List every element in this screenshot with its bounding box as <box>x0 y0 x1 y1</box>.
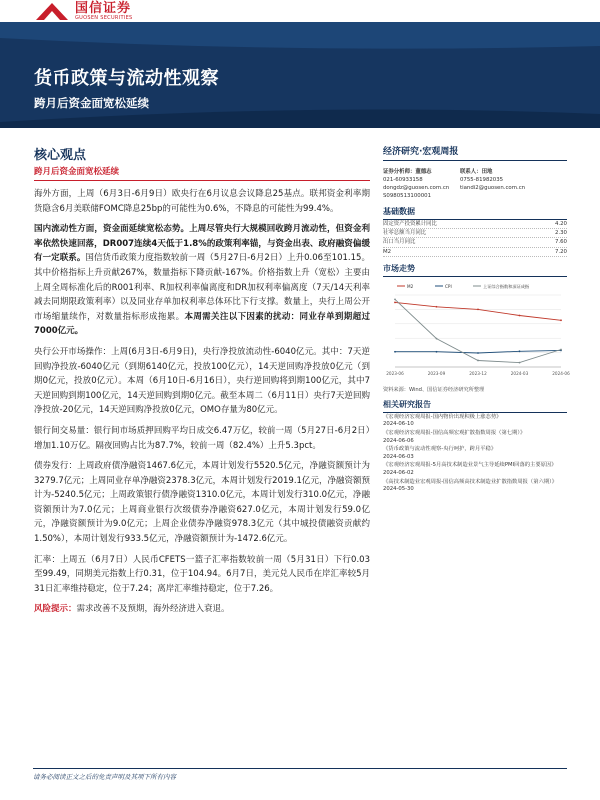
core-subtitle: 跨月后资金面宽松延续 <box>34 165 370 181</box>
main-column <box>34 144 370 617</box>
chart-source: 资料来源：Wind、国信证券经济研究所整理 <box>383 386 485 393</box>
para-overseas: 海外方面，上周（6月3日-6月9日）欧央行在6月议息会议降息25基点。联邦资金利率期货隐含6月美联储FOMC降息25bp的可能性为0.6%，不降息的可能性为99.4%。 <box>34 189 370 214</box>
chart-point <box>394 301 396 303</box>
brand-logo <box>33 0 133 22</box>
research-title[interactable]: 《高技术制造业宏观周报-国信高频高技术制造业扩散指数周报（第六期）》 <box>383 478 558 485</box>
para-liquidity-body: 国信货币政策力度指数较前一周（5月27日-6月2日）上升0.06至101.15。其中价格指标上升贡献267%，数量指标下降贡献-167%。价格指数上升（宽松）主要由上周全周标准化后的R001利率、R加权利率偏离度和DR加权利率偏离度（7天/14天利率减去同期限政策利率）以及同业存单加权利率总体环比下行支撑。数量上，央行上周公开市场缩量续作，对数量指标形成拖累。 <box>34 253 370 322</box>
related-research-list <box>383 414 567 494</box>
para-volume: 银行间交易量：银行间市场质押回购平均日成交6.47万亿，较前一周（5月27日-6月2日）增加1.10万亿。隔夜回购占比为87.7%，较前一周（82.4%）上升5.3pct。 <box>34 425 370 451</box>
analyst-label: 证券分析师：董德志 <box>383 169 432 175</box>
chart-point <box>394 298 396 300</box>
chart-x-tick: 2023-06 <box>386 370 404 376</box>
research-date: 2024-06-03 <box>383 453 414 460</box>
chart-legend-label: 上证综合指数和深证成指 <box>483 283 530 289</box>
contact-phone: 0755-81982035 <box>460 177 504 183</box>
market-trend-title: 市场走势 <box>383 263 567 277</box>
chart-x-tick: 2023-09 <box>427 370 446 376</box>
para-liquidity-focus: 本周需关注以下因素的扰动：同业存单到期超过7000亿元。 <box>34 311 370 337</box>
chart-point <box>560 319 562 321</box>
report-category: 经济研究·宏观周报 <box>383 144 567 161</box>
section-title: 核心观点 <box>34 148 87 163</box>
report-banner <box>0 22 600 128</box>
risk-text: 需求改善不及预期，海外经济进入衰退。 <box>76 604 230 615</box>
chart-point <box>477 308 479 310</box>
research-title[interactable]: 《宏观经济宏观周报-5月高技术制造业景气主导延续PMI回落的主要原因》 <box>383 462 557 469</box>
side-column <box>383 144 570 494</box>
para-omo: 央行公开市场操作：上周(6月3日-6月9日)，央行净投放流动性-6040亿元。其中：7天逆回购净投放-6040亿元（到期6140亿元，投放100亿元），14天逆回购净投放0亿元（到期0亿元，投放0亿元）。本周（6月10日-6月16日），央行逆回购将到期100亿元，其中7天逆回购到期100亿元，14天逆回购到期0亿元。截至本周二（6月11日）央行7天逆回购净投放-20亿元，14天逆回购净投放0亿元，OMO存量为80亿元。 <box>34 346 370 416</box>
guosen-logo-icon <box>33 1 71 21</box>
base-row: 社零总额当月同比 2.30 <box>383 229 567 238</box>
chart-point <box>519 350 521 352</box>
research-title[interactable]: 《宏观经济宏观周报-国内物价出现积极上涨态势》 <box>383 413 502 420</box>
risk-label: 风险提示： <box>34 604 77 615</box>
base-data-table <box>383 220 567 257</box>
report-title: 货币政策与流动性观察 <box>34 68 219 89</box>
para-risk <box>34 602 370 617</box>
footer-disclaimer: 请务必阅读正文之后的免责声明及其项下所有内容 <box>33 773 176 781</box>
brand-name-en: GUOSEN SECURITIES <box>75 14 133 21</box>
chart-point <box>394 351 396 353</box>
analyst-email[interactable]: dongdz@guosen.com.cn <box>383 185 450 191</box>
chart-point <box>436 306 438 308</box>
chart-point <box>436 338 438 340</box>
chart-point <box>519 314 521 316</box>
research-date: 2024-05-30 <box>383 486 414 493</box>
analyst-block <box>383 168 567 200</box>
para-liquidity-lead: 国内流动性方面，资金面延续宽松态势。上周尽管央行大规模回收跨月流动性，但资金利率依然快速回落，DR007连续4天低于1.8%的政策利率锚，与资金出表、政府融资偏缓有一定联系。 <box>34 224 370 264</box>
contact-email[interactable]: tiandi2@guosen.com.cn <box>460 185 526 191</box>
base-row: 出口当月同比 7.60 <box>383 238 567 247</box>
base-row: 固定资产投资累计同比 4.20 <box>383 220 567 229</box>
base-data-title: 基础数据 <box>383 206 567 220</box>
chart-legend-label: CPI <box>445 283 452 289</box>
research-title[interactable]: 《宏观经济宏观周报-国信高频宏观扩散指数周报（第七期）》 <box>383 430 526 436</box>
para-fx: 汇率：上周五（6月7日）人民币CFETS一篮子汇率指数较前一周（5月31日）下行0.03至99.49，同期美元指数上行0.31，位于104.94。6月7日，美元兑人民币在岸汇率较5月31日汇率维持稳定，位于7.24；离岸汇率维持稳定，位于7.26。 <box>34 554 370 594</box>
footer-divider <box>33 768 567 769</box>
report-subtitle: 跨月后资金面宽松延续 <box>34 96 149 110</box>
chart-point <box>477 352 479 354</box>
chart-point <box>560 348 562 350</box>
para-liquidity <box>34 222 370 339</box>
chart-x-tick: 2024-03 <box>510 370 529 376</box>
para-bond: 债券发行：上周政府债净融资1467.6亿元，本周计划发行5520.5亿元，净融资额预计为3279.7亿元；上周同业存单净融资2378.3亿元，本周计划发行2019.1亿元，净融资额预计为-5240.5亿元；上周政策银行债净融资1310.0亿元，本周计划发行310.0亿元，净融资额预计为7.0亿元；上周商业银行次级债券净融资627.0亿元，本周计划发行59.0亿元，净融资额预计为9.0亿元；上周企业债券净融资978.3亿元（其中城投债融资贡献约1.50%），本周计划发行933.5亿元，净融资额预计为-1472.6亿元。 <box>34 461 370 545</box>
chart-series-0 <box>395 302 561 320</box>
chart-point <box>477 359 479 361</box>
research-title[interactable]: 《货币政策与流动性观察-央行呵护，跨月平稳》 <box>383 446 497 453</box>
brand-name-cn: 国信证券 <box>75 0 132 16</box>
chart-legend-label: M2 <box>407 283 414 289</box>
research-date: 2024-06-06 <box>383 437 414 444</box>
analyst-cert: S0980513100001 <box>383 193 432 199</box>
research-date: 2024-06-02 <box>383 469 414 476</box>
analyst-phone: 021-60933158 <box>383 177 423 183</box>
market-trend-chart <box>383 279 570 382</box>
base-row: M2 7.20 <box>383 248 567 257</box>
chart-x-tick: 2023-12 <box>469 370 487 376</box>
related-research-title: 相关研究报告 <box>383 399 567 413</box>
chart-point <box>519 362 521 364</box>
trend-chart-svg <box>383 279 570 382</box>
chart-x-tick: 2024-06 <box>552 370 570 376</box>
chart-point <box>436 351 438 353</box>
research-date: 2024-06-10 <box>383 421 414 428</box>
contact-label: 联系人：田地 <box>460 169 493 175</box>
